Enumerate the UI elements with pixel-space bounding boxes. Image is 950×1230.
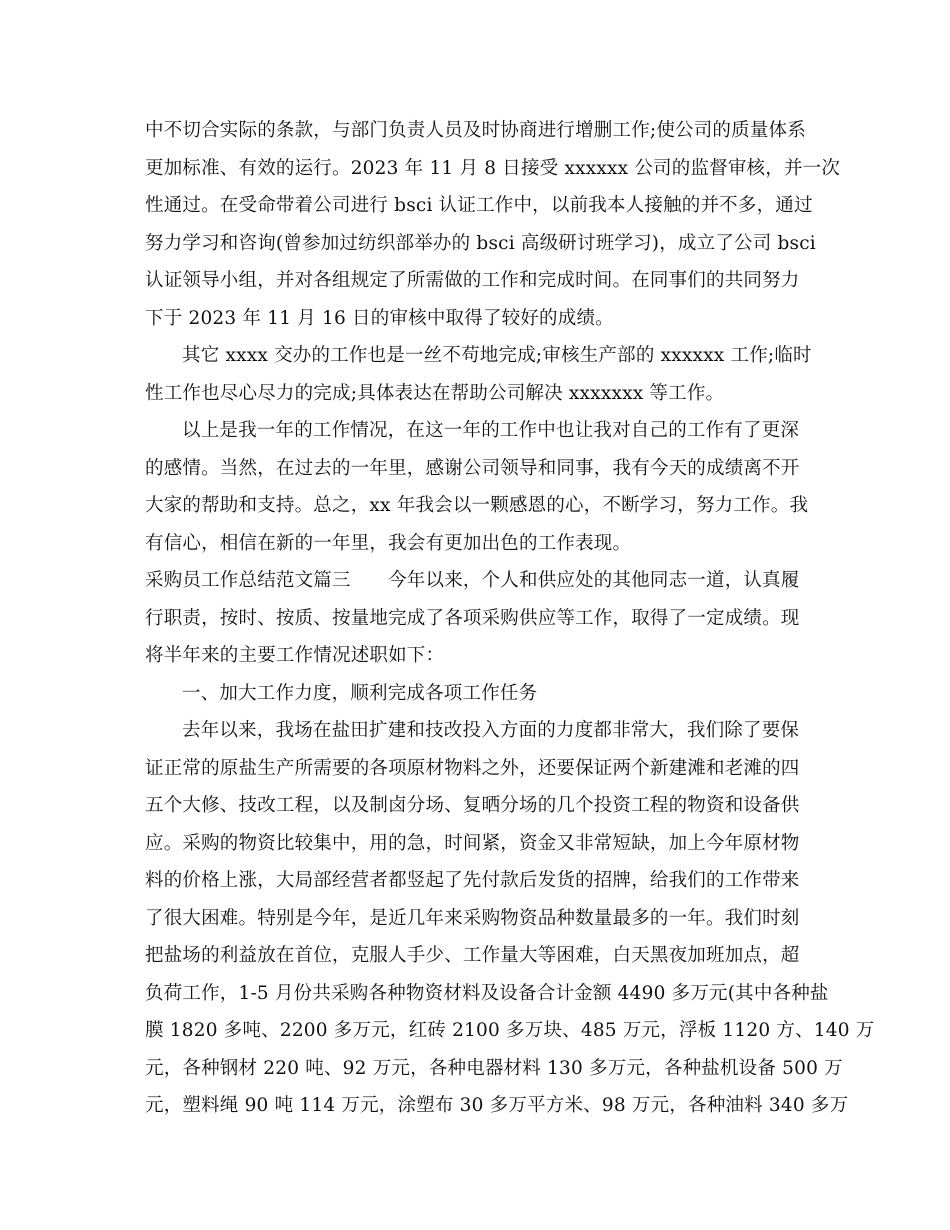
text-line: 以上是我一年的工作情况，在这一年的工作中也让我对自己的工作有了更深 xyxy=(182,420,800,441)
text-line: 有信心，相信在新的一年里，我会有更加出色的工作表现。 xyxy=(145,532,632,554)
text-line: 中不切合实际的条款，与部门负责人员及时协商进行增删工作;使公司的质量体系 xyxy=(145,120,806,141)
text-line: 将半年来的主要工作情况述职如下： xyxy=(145,645,445,666)
document-body xyxy=(145,112,875,1125)
text-line: 更加标准、有效的运行。2023 年 11 月 8 日接受 xxxxxx 公司的监督审核，并一次 xyxy=(145,157,841,179)
text-line: 料的价格上涨，大局部经营者都竖起了先付款后发货的招牌，给我们的工作带来 xyxy=(145,870,800,891)
text-line: 证正常的原盐生产所需要的各项原材物料之外，还要保证两个新建滩和老滩的四 xyxy=(145,757,800,779)
text-line: 其它 xxxx 交办的工作也是一丝不苟地完成;审核生产部的 xxxxxx 工作;临时 xyxy=(182,345,812,366)
text-line: 行职责，按时、按质、按量地完成了各项采购供应等工作，取得了一定成绩。现 xyxy=(145,607,800,629)
text-line: 性通过。在受命带着公司进行 bsci 认证工作中，以前我本人接触的并不多，通过 xyxy=(145,195,813,216)
text-line: 去年以来，我场在盐田扩建和技改投入方面的力度都非常大，我们除了要保 xyxy=(182,720,800,741)
text-line: 努力学习和咨询(曾参加过纺织部举办的 bsci 高级研讨班学习)，成立了公司 bsci xyxy=(145,232,816,254)
text-line: 应。采购的物资比较集中，用的急，时间紧，资金又非常短缺，加上今年原材物 xyxy=(145,832,800,854)
text-line: 采购员工作总结范文篇三 今年以来，个人和供应处的其他同志一道，认真履 xyxy=(145,570,800,591)
text-line: 大家的帮助和支持。总之，xx 年我会以一颗感恩的心，不断学习，努力工作。我 xyxy=(145,495,809,516)
text-line: 认证领导小组，并对各组规定了所需做的工作和完成时间。在同事们的共同努力 xyxy=(145,270,800,291)
text-line: 的感情。当然，在过去的一年里，感谢公司领导和同事，我有今天的成绩离不开 xyxy=(145,457,800,479)
text-line: 了很大困难。特别是今年，是近几年来采购物资品种数量最多的一年。我们时刻 xyxy=(145,907,800,929)
text-line: 性工作也尽心尽力的完成;具体表达在帮助公司解决 xxxxxxx 等工作。 xyxy=(145,382,725,404)
text-line: 下于 2023 年 11 月 16 日的审核中取得了较好的成绩。 xyxy=(145,307,614,329)
text-line: 把盐场的利益放在首位，克服人手少、工作量大等困难，白天黑夜加班加点，超 xyxy=(145,945,800,966)
text-line: 元，各种钢材 220 吨、92 万元，各种电器材料 130 多万元，各种盐机设备 500 万 xyxy=(145,1057,843,1079)
text-line: 一、加大工作力度，顺利完成各项工作任务 xyxy=(182,682,538,704)
text-line: 元，塑料绳 90 吨 114 万元，涂塑布 30 多万平方米、98 万元，各种油料 340 多万 xyxy=(145,1095,849,1116)
text-line: 负荷工作，1-5 月份共采购各种物资材料及设备合计金额 4490 多万元(其中各种盐 xyxy=(145,982,829,1004)
text-line: 五个大修、技改工程，以及制卤分场、复晒分场的几个投资工程的物资和设备供 xyxy=(145,795,800,816)
text-line: 膜 1820 多吨、2200 多万元，红砖 2100 多万块、485 万元，浮板 1120 方、140 万 xyxy=(145,1020,875,1041)
